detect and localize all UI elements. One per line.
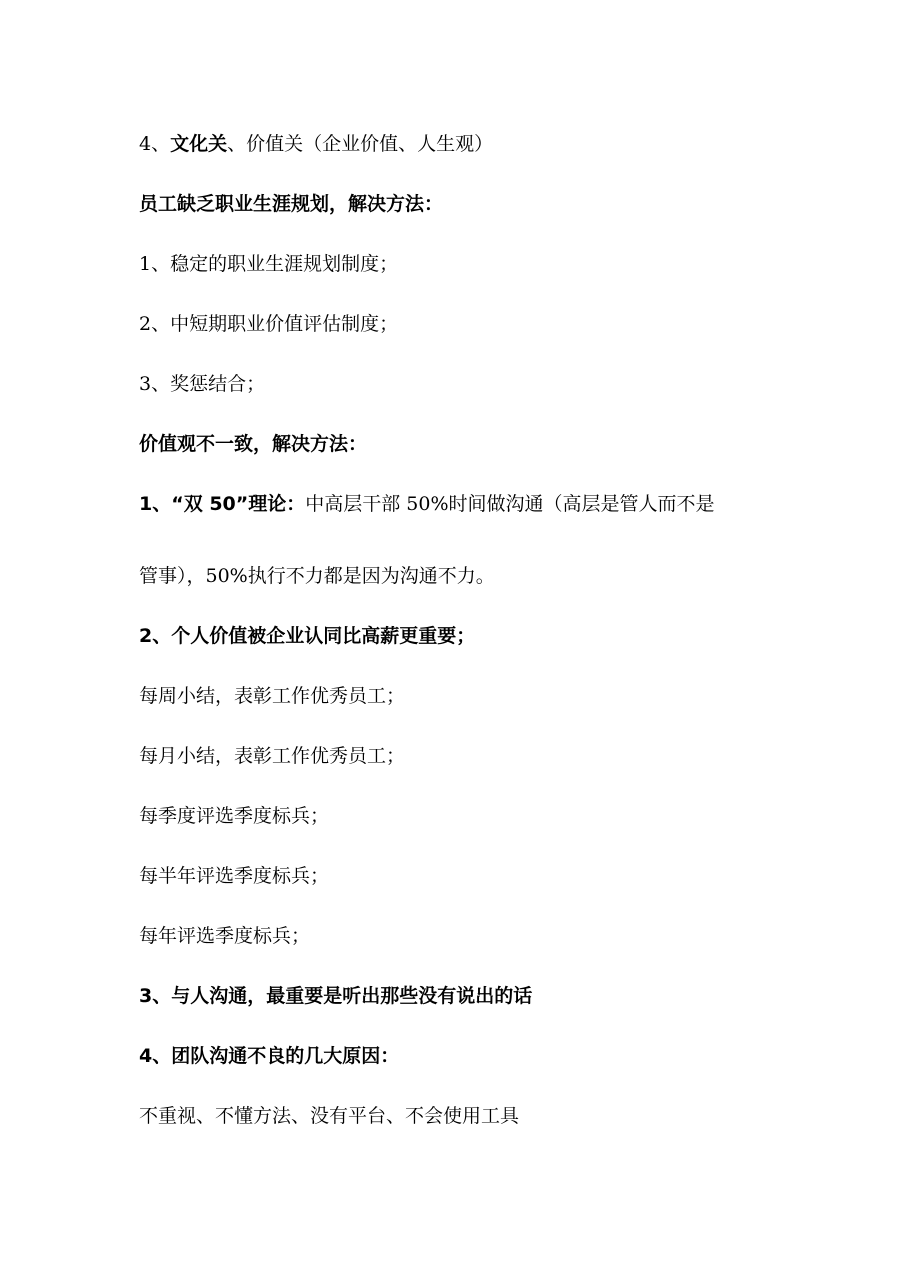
heading-values-mismatch: 价值观不一致，解决方法： [139,433,368,455]
heading-listening: 3、与人沟通，最重要是听出那些没有说出的话 [139,985,533,1007]
heading-personal-value: 2、个人价值被企业认同比高薪更重要； [139,625,476,647]
heading-career-planning: 员工缺乏职业生涯规划，解决方法： [139,193,444,215]
heading-communication-causes: 4、团队沟通不良的几大原因： [139,1045,400,1067]
text-line-double-50-theory [139,491,789,517]
list-item: 2、中短期职业价值评估制度； [139,313,399,335]
bold-term: 文化关 [170,133,228,155]
list-item: 每周小结，表彰工作优秀员工； [139,685,406,707]
list-number: 4、 [139,133,171,155]
line-text: 、价值关（企业价值、人生观） [227,133,494,155]
list-item: 不重视、不懂方法、没有平台、不会使用工具 [139,1105,520,1127]
line-text: 中高层干部 50%时间做沟通（高层是管人而不是 [305,493,715,515]
list-item: 每年评选季度标兵； [139,925,311,947]
list-item: 3、奖惩结合； [139,373,266,395]
bold-term: 1、“双 50”理论： [139,493,306,515]
list-item: 每月小结，表彰工作优秀员工； [139,745,406,767]
text-line-culture-value [139,131,789,157]
text-line-continuation: 管事），50%执行不力都是因为沟通不力。 [139,565,495,587]
list-item: 每季度评选季度标兵； [139,805,330,827]
list-item: 1、稳定的职业生涯规划制度； [139,253,399,275]
list-item: 每半年评选季度标兵； [139,865,330,887]
